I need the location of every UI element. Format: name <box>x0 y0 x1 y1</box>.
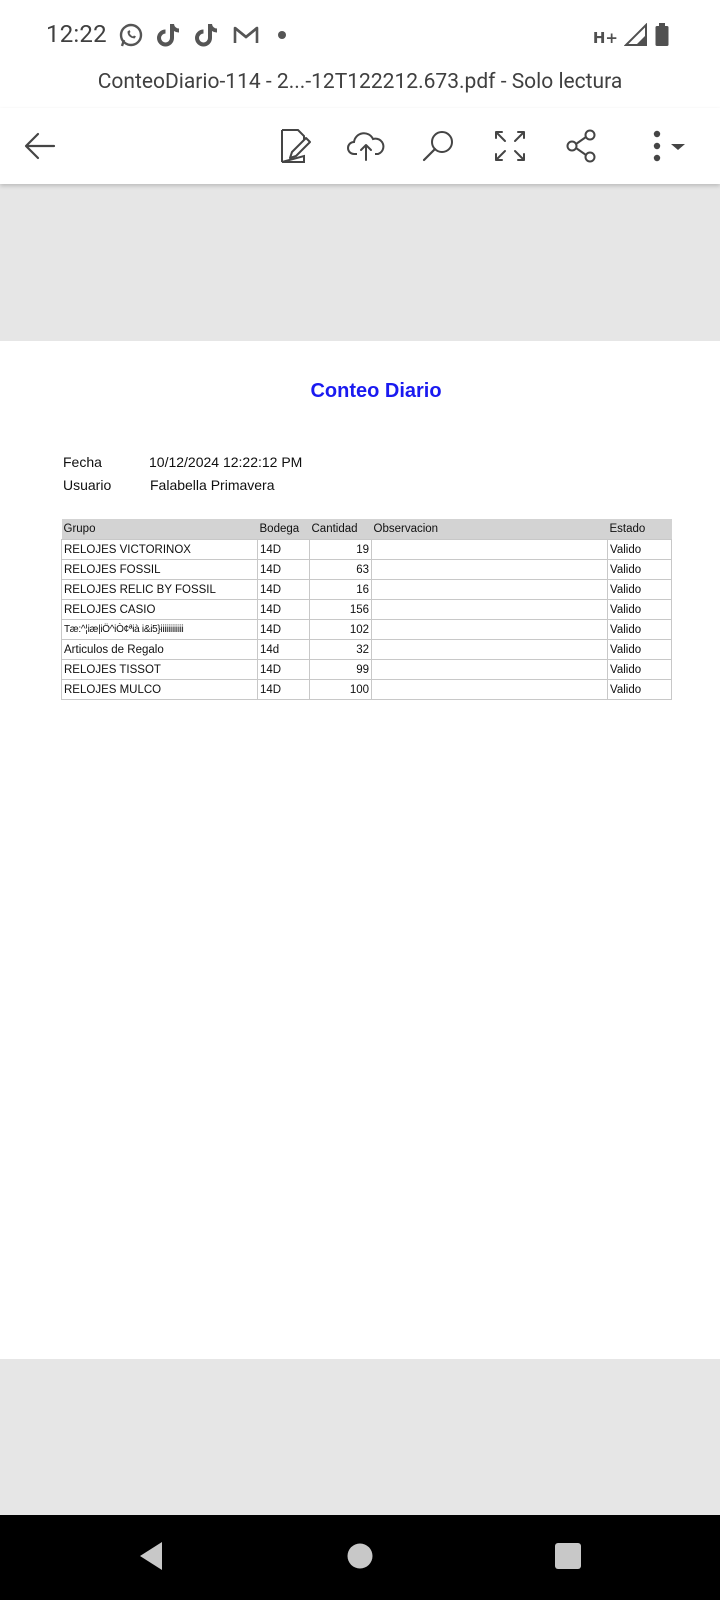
cell-cantidad: 16 <box>310 580 372 600</box>
status-time: 12:22 <box>46 20 107 48</box>
viewer-background-bottom <box>0 1359 720 1515</box>
status-bar <box>0 0 720 70</box>
nav-back-icon <box>136 1540 166 1577</box>
cell-cantidad: 99 <box>310 660 372 680</box>
cell-observacion <box>372 620 608 640</box>
header-bodega: Bodega <box>258 519 310 540</box>
header-observacion: Observacion <box>372 519 608 540</box>
table-row <box>62 580 672 600</box>
more-options-button[interactable] <box>640 122 696 170</box>
cell-grupo: RELOJES RELIC BY FOSSIL <box>62 580 258 600</box>
search-icon <box>420 128 456 164</box>
cell-bodega: 14d <box>258 640 310 660</box>
nav-home-icon <box>346 1542 374 1575</box>
pdf-page <box>0 341 720 1359</box>
doc-title: Conteo Diario <box>310 380 442 402</box>
share-button[interactable] <box>558 122 606 170</box>
cell-observacion <box>372 660 608 680</box>
usuario-label: Usuario <box>63 477 112 493</box>
cell-bodega: 14D <box>258 580 310 600</box>
system-status <box>593 22 670 53</box>
cell-bodega: 14D <box>258 600 310 620</box>
cell-cantidad: 63 <box>310 560 372 580</box>
table-header-row <box>62 519 672 540</box>
share-icon <box>564 128 600 164</box>
cell-grupo: RELOJES MULCO <box>62 680 258 700</box>
back-button[interactable] <box>16 122 64 170</box>
gmail-icon <box>232 22 260 48</box>
nav-recents-button[interactable] <box>545 1535 591 1581</box>
viewer-background-top <box>0 184 720 341</box>
cell-bodega: 14D <box>258 540 310 560</box>
cell-cantidad: 19 <box>310 540 372 560</box>
cell-estado: Valido <box>608 680 672 700</box>
nav-back-button[interactable] <box>128 1535 174 1581</box>
cell-estado: Valido <box>608 660 672 680</box>
header-grupo: Grupo <box>62 519 258 540</box>
cell-cantidad: 32 <box>310 640 372 660</box>
document-title-bar: ConteoDiario-114 - 2...-12T122212.673.pdf - Solo lectura <box>97 70 623 94</box>
dot-icon <box>272 22 292 48</box>
cell-grupo: Tæ:^¦iæ|iÖ^iÒ¢ªià i&i5}iiiiiiiiiiii <box>62 620 258 640</box>
cell-grupo: RELOJES TISSOT <box>62 660 258 680</box>
tiktok-icon <box>194 22 220 48</box>
nav-home-button[interactable] <box>337 1535 383 1581</box>
cell-estado: Valido <box>608 600 672 620</box>
cell-cantidad: 100 <box>310 680 372 700</box>
table-row <box>62 620 672 640</box>
conteo-table <box>61 519 672 700</box>
cell-bodega: 14D <box>258 680 310 700</box>
header-cantidad: Cantidad <box>310 519 372 540</box>
cell-bodega: 14D <box>258 560 310 580</box>
cell-bodega: 14D <box>258 660 310 680</box>
cell-observacion <box>372 540 608 560</box>
cell-observacion <box>372 680 608 700</box>
cell-estado: Valido <box>608 640 672 660</box>
fullscreen-icon <box>492 128 528 164</box>
table-row <box>62 640 672 660</box>
table-row <box>62 600 672 620</box>
cell-observacion <box>372 560 608 580</box>
table-row <box>62 560 672 580</box>
usuario-value: Falabella Primavera <box>150 477 275 493</box>
table-row <box>62 660 672 680</box>
cell-estado: Valido <box>608 620 672 640</box>
whatsapp-icon <box>118 22 144 48</box>
cell-grupo: RELOJES FOSSIL <box>62 560 258 580</box>
cell-grupo: RELOJES CASIO <box>62 600 258 620</box>
fullscreen-button[interactable] <box>486 122 534 170</box>
table-row <box>62 680 672 700</box>
search-button[interactable] <box>414 122 462 170</box>
cloud-upload-button[interactable] <box>342 122 390 170</box>
signal-icon <box>624 23 648 52</box>
cell-grupo: Articulos de Regalo <box>62 640 258 660</box>
header-estado: Estado <box>608 519 672 540</box>
battery-icon <box>654 22 670 53</box>
cell-observacion <box>372 600 608 620</box>
cell-estado: Valido <box>608 580 672 600</box>
cell-grupo: RELOJES VICTORINOX <box>62 540 258 560</box>
cell-estado: Valido <box>608 560 672 580</box>
tiktok-icon <box>156 22 182 48</box>
cell-observacion <box>372 640 608 660</box>
more-options-icon <box>643 128 693 164</box>
cell-observacion <box>372 580 608 600</box>
fecha-label: Fecha <box>63 454 102 470</box>
nav-recents-icon <box>554 1542 582 1575</box>
table-row <box>62 540 672 560</box>
back-arrow-icon <box>22 128 58 164</box>
system-navigation-bar <box>0 1515 720 1600</box>
cell-cantidad: 156 <box>310 600 372 620</box>
network-type: H+ <box>592 28 618 47</box>
cell-cantidad: 102 <box>310 620 372 640</box>
edit-document-icon <box>276 126 312 166</box>
edit-button[interactable] <box>270 122 318 170</box>
cloud-upload-icon <box>346 128 386 164</box>
cell-estado: Valido <box>608 540 672 560</box>
toolbar <box>0 108 720 184</box>
cell-bodega: 14D <box>258 620 310 640</box>
notification-icons <box>118 22 292 48</box>
fecha-value: 10/12/2024 12:22:12 PM <box>149 454 303 470</box>
